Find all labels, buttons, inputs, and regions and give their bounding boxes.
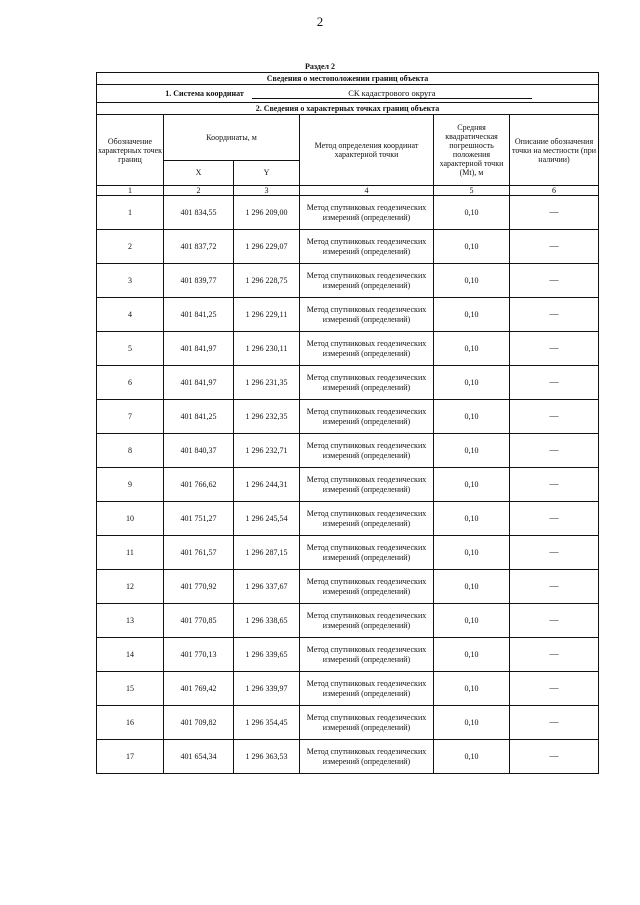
point-number-cell: 9 (97, 468, 164, 502)
method-cell: Метод спутниковых геодезических измерений (определений) (300, 740, 434, 774)
header-x: X (164, 160, 234, 185)
point-number-cell: 15 (97, 672, 164, 706)
error-cell: 0,10 (434, 196, 510, 230)
point-number-cell: 10 (97, 502, 164, 536)
error-cell: 0,10 (434, 536, 510, 570)
description-cell: — (510, 740, 599, 774)
description-cell: — (510, 366, 599, 400)
point-number-cell: 4 (97, 298, 164, 332)
method-cell: Метод спутниковых геодезических измерений (определений) (300, 332, 434, 366)
table-row (97, 298, 599, 332)
method-cell: Метод спутниковых геодезических измерений (определений) (300, 706, 434, 740)
points-section-title: 2. Сведения о характерных точках границ объекта (97, 103, 599, 115)
method-cell: Метод спутниковых геодезических измерений (определений) (300, 196, 434, 230)
y-coordinate-cell: 1 296 244,31 (234, 468, 300, 502)
error-cell: 0,10 (434, 366, 510, 400)
y-coordinate-cell: 1 296 230,11 (234, 332, 300, 366)
y-coordinate-cell: 1 296 337,67 (234, 570, 300, 604)
table-row (97, 434, 599, 468)
x-coordinate-cell: 401 770,85 (164, 604, 234, 638)
point-number-cell: 6 (97, 366, 164, 400)
method-cell: Метод спутниковых геодезических измерений (определений) (300, 366, 434, 400)
x-coordinate-cell: 401 841,25 (164, 400, 234, 434)
column-number: 3 (234, 186, 300, 196)
description-cell: — (510, 502, 599, 536)
header-designation: Обозначение характерных точек границ (97, 115, 164, 186)
page-number: 2 (316, 14, 324, 29)
x-coordinate-cell: 401 770,92 (164, 570, 234, 604)
y-coordinate-cell: 1 296 229,11 (234, 298, 300, 332)
table-row (97, 740, 599, 774)
coordinate-system-value: СК кадастрового округа (252, 89, 532, 99)
error-cell: 0,10 (434, 706, 510, 740)
y-coordinate-cell: 1 296 287,15 (234, 536, 300, 570)
description-cell: — (510, 298, 599, 332)
x-coordinate-cell: 401 770,13 (164, 638, 234, 672)
point-number-cell: 14 (97, 638, 164, 672)
x-coordinate-cell: 401 751,27 (164, 502, 234, 536)
coordinate-system-label: 1. Система координат (165, 88, 244, 98)
description-cell: — (510, 570, 599, 604)
description-cell: — (510, 196, 599, 230)
x-coordinate-cell: 401 766,62 (164, 468, 234, 502)
point-number-cell: 5 (97, 332, 164, 366)
table-row (97, 638, 599, 672)
description-cell: — (510, 264, 599, 298)
y-coordinate-cell: 1 296 338,65 (234, 604, 300, 638)
point-number-cell: 12 (97, 570, 164, 604)
header-error: Средняя квадратическая погрешность положения характерной точки (Mt), м (434, 115, 510, 186)
description-cell: — (510, 706, 599, 740)
description-cell: — (510, 230, 599, 264)
method-cell: Метод спутниковых геодезических измерений (определений) (300, 230, 434, 264)
boundary-points-table (96, 72, 599, 774)
method-cell: Метод спутниковых геодезических измерений (определений) (300, 434, 434, 468)
error-cell: 0,10 (434, 332, 510, 366)
x-coordinate-cell: 401 841,25 (164, 298, 234, 332)
method-cell: Метод спутниковых геодезических измерений (определений) (300, 298, 434, 332)
method-cell: Метод спутниковых геодезических измерений (определений) (300, 502, 434, 536)
header-method: Метод определения координат характерной точки (300, 115, 434, 186)
description-cell: — (510, 638, 599, 672)
error-cell: 0,10 (434, 740, 510, 774)
y-coordinate-cell: 1 296 232,35 (234, 400, 300, 434)
description-cell: — (510, 434, 599, 468)
error-cell: 0,10 (434, 400, 510, 434)
x-coordinate-cell: 401 761,57 (164, 536, 234, 570)
column-numbers-row (97, 186, 599, 196)
description-cell: — (510, 672, 599, 706)
y-coordinate-cell: 1 296 245,54 (234, 502, 300, 536)
column-number: 1 (97, 186, 164, 196)
y-coordinate-cell: 1 296 228,75 (234, 264, 300, 298)
method-cell: Метод спутниковых геодезических измерений (определений) (300, 400, 434, 434)
table-title: Сведения о местоположении границ объекта (97, 73, 599, 85)
method-cell: Метод спутниковых геодезических измерений (определений) (300, 536, 434, 570)
error-cell: 0,10 (434, 638, 510, 672)
point-number-cell: 2 (97, 230, 164, 264)
coordinate-system-row (97, 85, 599, 103)
y-coordinate-cell: 1 296 363,53 (234, 740, 300, 774)
description-cell: — (510, 536, 599, 570)
point-number-cell: 8 (97, 434, 164, 468)
method-cell: Метод спутниковых геодезических измерений (определений) (300, 570, 434, 604)
error-cell: 0,10 (434, 264, 510, 298)
error-cell: 0,10 (434, 672, 510, 706)
point-number-cell: 16 (97, 706, 164, 740)
error-cell: 0,10 (434, 230, 510, 264)
error-cell: 0,10 (434, 604, 510, 638)
error-cell: 0,10 (434, 468, 510, 502)
description-cell: — (510, 332, 599, 366)
header-y: Y (234, 160, 300, 185)
table-row (97, 230, 599, 264)
table-row (97, 502, 599, 536)
table-row (97, 332, 599, 366)
description-cell: — (510, 400, 599, 434)
column-number: 6 (510, 186, 599, 196)
table-row (97, 400, 599, 434)
column-number: 4 (300, 186, 434, 196)
point-number-cell: 3 (97, 264, 164, 298)
y-coordinate-cell: 1 296 231,35 (234, 366, 300, 400)
y-coordinate-cell: 1 296 339,97 (234, 672, 300, 706)
table-row (97, 536, 599, 570)
table-row (97, 468, 599, 502)
x-coordinate-cell: 401 840,37 (164, 434, 234, 468)
error-cell: 0,10 (434, 570, 510, 604)
method-cell: Метод спутниковых геодезических измерений (определений) (300, 264, 434, 298)
point-number-cell: 1 (97, 196, 164, 230)
x-coordinate-cell: 401 837,72 (164, 230, 234, 264)
coordinate-system-value-wrap (246, 88, 532, 98)
error-cell: 0,10 (434, 298, 510, 332)
description-cell: — (510, 468, 599, 502)
table-row (97, 570, 599, 604)
table-row (97, 196, 599, 230)
x-coordinate-cell: 401 709,82 (164, 706, 234, 740)
x-coordinate-cell: 401 839,77 (164, 264, 234, 298)
point-number-cell: 13 (97, 604, 164, 638)
method-cell: Метод спутниковых геодезических измерений (определений) (300, 468, 434, 502)
x-coordinate-cell: 401 654,34 (164, 740, 234, 774)
table-row (97, 672, 599, 706)
point-number-cell: 11 (97, 536, 164, 570)
column-number: 5 (434, 186, 510, 196)
x-coordinate-cell: 401 834,55 (164, 196, 234, 230)
header-coordinates: Координаты, м (164, 115, 300, 161)
y-coordinate-cell: 1 296 339,65 (234, 638, 300, 672)
y-coordinate-cell: 1 296 229,07 (234, 230, 300, 264)
description-cell: — (510, 604, 599, 638)
column-number: 2 (164, 186, 234, 196)
header-description: Описание обозначения точки на местности (при наличии) (510, 115, 599, 186)
method-cell: Метод спутниковых геодезических измерений (определений) (300, 672, 434, 706)
table-row (97, 604, 599, 638)
y-coordinate-cell: 1 296 354,45 (234, 706, 300, 740)
method-cell: Метод спутниковых геодезических измерений (определений) (300, 604, 434, 638)
error-cell: 0,10 (434, 434, 510, 468)
x-coordinate-cell: 401 841,97 (164, 332, 234, 366)
table-row (97, 366, 599, 400)
x-coordinate-cell: 401 769,42 (164, 672, 234, 706)
point-number-cell: 17 (97, 740, 164, 774)
section-title: Раздел 2 (304, 62, 336, 71)
table-row (97, 264, 599, 298)
point-number-cell: 7 (97, 400, 164, 434)
error-cell: 0,10 (434, 502, 510, 536)
table-row (97, 706, 599, 740)
x-coordinate-cell: 401 841,97 (164, 366, 234, 400)
y-coordinate-cell: 1 296 209,00 (234, 196, 300, 230)
y-coordinate-cell: 1 296 232,71 (234, 434, 300, 468)
method-cell: Метод спутниковых геодезических измерений (определений) (300, 638, 434, 672)
